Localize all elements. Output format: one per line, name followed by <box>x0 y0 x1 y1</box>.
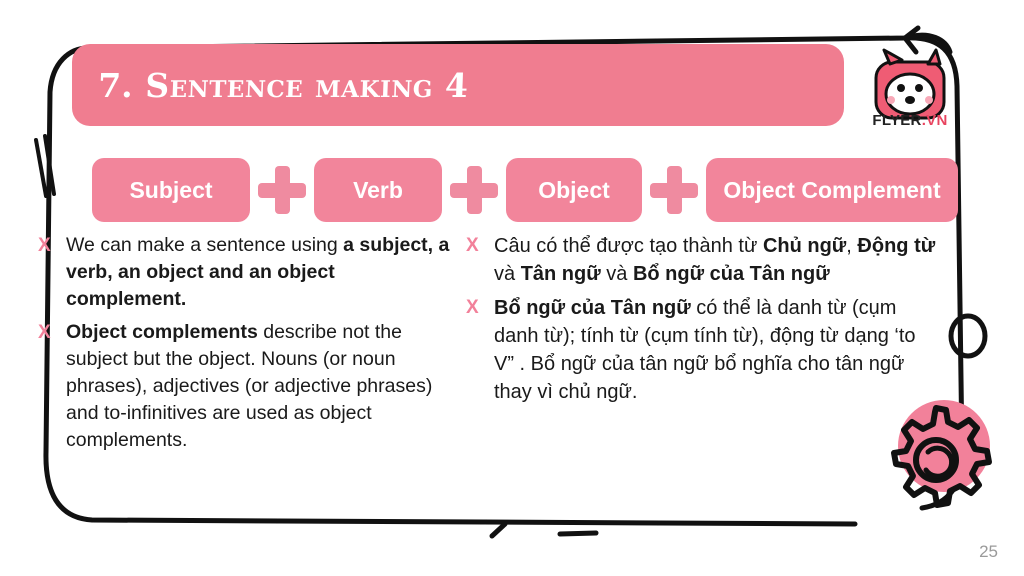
formula-chip-subject-label: Subject <box>129 176 213 203</box>
brand-logo-suffix: .VN <box>921 112 948 129</box>
bullet-text: Object complements describe not the subject but the object. Nouns (or noun phrases), adjectives (or adjective phrases) and to-infinitives are used as object complements. <box>66 321 433 451</box>
formula-chip-verb <box>314 158 442 222</box>
bullet-text: We can make a sentence using a subject, a verb, an object and an object complement. <box>66 234 450 310</box>
brand-logo <box>862 112 958 129</box>
formula-chip-verb-label: Verb <box>353 176 403 203</box>
list-item <box>466 294 936 406</box>
plus-icon <box>450 166 498 214</box>
formula-chip-object-complement <box>706 158 958 222</box>
list-item <box>38 319 458 454</box>
bullet-marker-icon: X <box>38 322 51 343</box>
brand-logo-text: FLYER <box>872 112 922 129</box>
list-item <box>466 232 936 288</box>
bullet-text: Bổ ngữ của Tân ngữ có thể là danh từ (cụm danh từ); tính từ (cụm tính từ), động từ dạng ‘to V” . Bổ ngữ của tân ngữ bổ nghĩa cho tân ngữ thay vì chủ ngữ. <box>494 297 916 403</box>
plus-icon <box>650 166 698 214</box>
page-number: 25 <box>979 542 998 561</box>
bullet-text: Câu có thể được tạo thành từ Chủ ngữ, Động từ và Tân ngữ và Bổ ngữ của Tân ngữ <box>494 235 936 285</box>
sentence-formula <box>92 158 958 222</box>
formula-chip-object <box>506 158 642 222</box>
page-title: 7. Sentence making 4 <box>97 65 470 105</box>
bullet-marker-icon: X <box>466 235 479 256</box>
list-item <box>38 232 458 313</box>
gear-icon <box>876 398 996 518</box>
plus-icon <box>258 166 306 214</box>
content-column-vietnamese <box>466 232 936 412</box>
formula-chip-object-complement-label: Object Complement <box>723 176 941 203</box>
content-column-english <box>38 232 458 460</box>
bullet-marker-icon: X <box>38 235 51 256</box>
slide-title-bar <box>72 44 844 126</box>
formula-chip-subject <box>92 158 250 222</box>
formula-chip-object-label: Object <box>538 176 610 203</box>
bullet-marker-icon: X <box>466 297 479 318</box>
